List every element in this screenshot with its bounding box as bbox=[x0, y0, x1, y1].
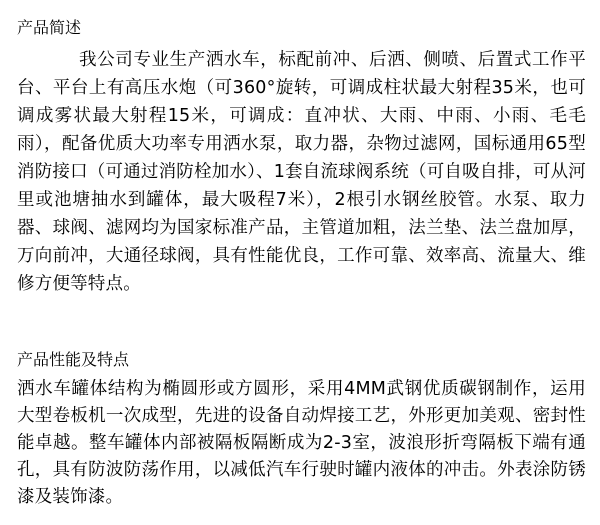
section-heading: 产品性能及特点 bbox=[17, 350, 130, 369]
section-paragraph: 我公司专业生产洒水车，标配前冲、后洒、侧喷、后置式工作平台、平台上有高压水炮（可360°旋转，可调成柱状最大射程35米，也可调成雾状最大射程15米，可调成：直冲状、大雨、中雨、小雨、毛毛雨），配备优质大功率专用洒水泵，取力器，杂物过滤网，国标通用65型消防接口（可通过消防栓加水）、1套自流球阀系统（可自吸自排，可从河里或池塘抽水到罐体，最大吸程7米），2根引水钢丝胶管。水泵、取力器、球阀、滤网均为国家标准产品，主管道加粗，法兰垫、法兰盘加厚，万向前冲，大通径球阀，具有性能优良，工作可靠、效率高、流量大、维修方便等特点。 bbox=[17, 50, 586, 294]
section-performance-features bbox=[17, 350, 586, 511]
section-heading: 产品简述 bbox=[17, 18, 82, 37]
section-product-overview bbox=[17, 18, 586, 298]
section-paragraph: 洒水车罐体结构为椭圆形或方圆形，采用4MM武钢优质碳钢制作，运用大型卷板机一次成型，先进的设备自动焊接工艺，外形更加美观、密封性能卓越。整车罐体内部被隔板隔断成为2-3室，波浪形折弯隔板下端有通孔，具有防波防荡作用，以减低汽车行驶时罐内液体的冲击。外表涂防锈漆及装饰漆。 bbox=[17, 379, 586, 507]
